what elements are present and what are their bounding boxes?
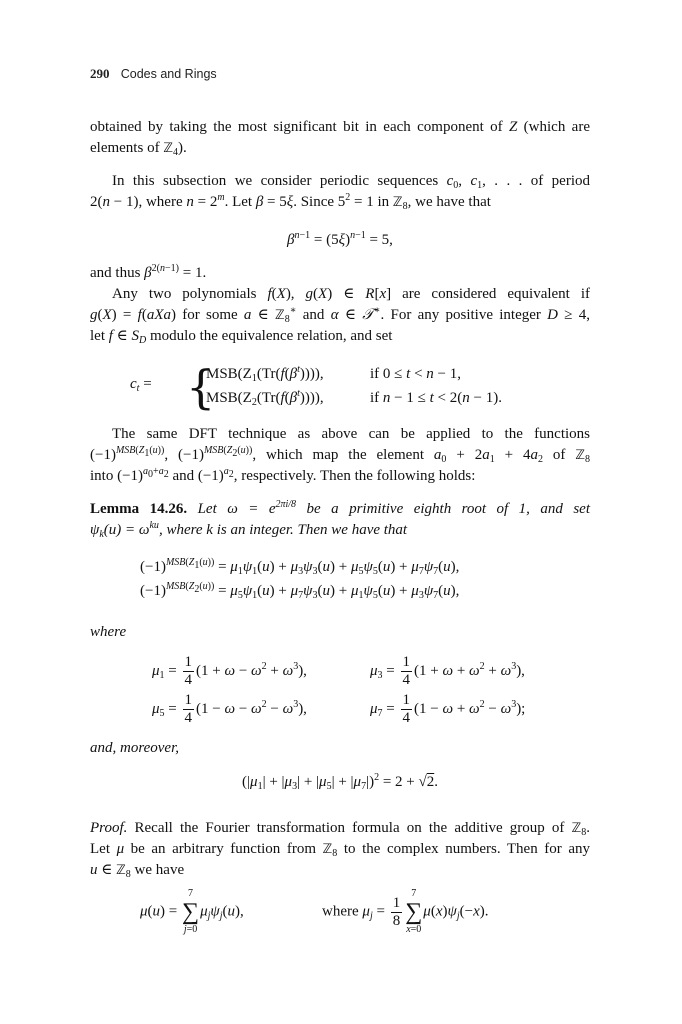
phrase-and-moreover: and, moreover, <box>90 740 180 756</box>
equation-msb-z1: $(-1)^{MSB(Z_1(u))} = \mu_1\psi_1(u) + \mu_3\psi_3(u) + \mu_5\psi_5(u) + \mu_7\psi_7(u)$, <box>140 557 460 577</box>
equation-mu1: $\mu_1$ = $\frac{1}{4}$ $(1 + \omega - \omega^2 + \omega^3)$, <box>152 654 307 688</box>
paragraph-dft: The same DFT technique as above can be applied to the functions $(-1)^{MSB(Z_1(u))}$, $(-1)^{MSB(Z_2(u))}$, which map the element $a_0 + 2a_1 + 4a_2$ of ℤ$_8$ into $(-1)^{a_0+a_2}$ and $(-1)^{a_2}$, respectively. Then the following holds: <box>90 426 590 484</box>
lemma-statement: Lemma 14.26. Let $\omega = e^{2\pi i/8}$ be a primitive eighth root of 1, and set $\psi_k(u) = \omega^{ku}$, where k is an integer. Then we have that <box>90 499 590 540</box>
page-number: 290 <box>90 66 110 81</box>
equation-fourier-expansion: μ(u) = 7 ∑ j=0 $\mu_j\psi_j(u)$, <box>140 888 244 935</box>
equation-mu-sum: $(|\mu_1| + |\mu_3| + |\mu_5| + |\mu_7|)^2 = 2 + √2$. <box>242 772 438 792</box>
left-brace: { <box>186 360 216 414</box>
equation-msb-z2: $(-1)^{MSB(Z_2(u))} = \mu_5\psi_1(u) + \mu_7\psi_3(u) + \mu_1\psi_5(u) + \mu_3\psi_7(u)$, <box>140 581 460 601</box>
equation-mu7: $\mu_7$ = $\frac{1}{4}$ $(1 - \omega + \omega^2 - \omega^3)$; <box>370 692 526 726</box>
running-header <box>90 66 217 82</box>
word-where: where <box>90 624 127 640</box>
equation-mu5: $\mu_5$ = $\frac{1}{4}$ $(1 - \omega - \omega^2 - \omega^3)$, <box>152 692 307 726</box>
paragraph-equivalence: and thus $\beta^{2(n-1)} = 1$. Any two polynomials f(X), g(X) ∈ R[x] are considered equivalent if g(X) = f(aXa) for some a ∈ ℤ$_8$∗ and α ∈ 𝒯∗. For any positive integer D ≥ 4, let f ∈ $S_D$ modulo the equivalence relation, and set <box>90 263 591 346</box>
equation-fourier-coefficient: where $\mu_j$ = $\frac{1}{8}$ 7 ∑ x=0 $\mu(x)\psi_j(-x)$. <box>322 888 489 935</box>
equation-mu3: $\mu_3$ = $\frac{1}{4}$ $(1 + \omega + \omega^2 + \omega^3)$, <box>370 654 525 688</box>
case-2-condition: if n − 1 ≤ t < 2(n − 1). <box>370 390 502 406</box>
case-2-expression: $MSB(Z_2(Tr(f(\beta^t))))$, <box>206 388 324 408</box>
equation-beta-power: $\beta^{n-1} = (5\xi)^{n-1} = 5$, <box>287 230 393 248</box>
proof-paragraph: Proof. Recall the Fourier transformation formula on the additive group of ℤ$_8$. Let μ be an arbitrary function from ℤ$_8$ to the complex numbers. Then for any u ∈ ℤ$_8$ we have <box>90 820 590 880</box>
proof-label: Proof. <box>90 820 128 836</box>
ct-definition-label: $c_t$ = <box>130 376 152 394</box>
running-title: Codes and Rings <box>120 67 217 81</box>
lemma-label: Lemma 14.26. <box>90 501 188 517</box>
case-1-expression: $MSB(Z_1(Tr(f(\beta^t))))$, <box>206 364 324 384</box>
paragraph-periodic-sequences: In this subsection we consider periodic sequences $c_0$, $c_1$, . . . of period 2(n − 1), where $n = 2^m$. Let β = 5ξ. Since $5^2 = 1$ in ℤ$_8$, we have that <box>90 173 591 212</box>
paragraph-continuation: obtained by taking the most significant bit in each component of Z (which are elements of ℤ$_4$). <box>90 119 590 158</box>
case-1-condition: if 0 ≤ t < n − 1, <box>370 366 462 382</box>
